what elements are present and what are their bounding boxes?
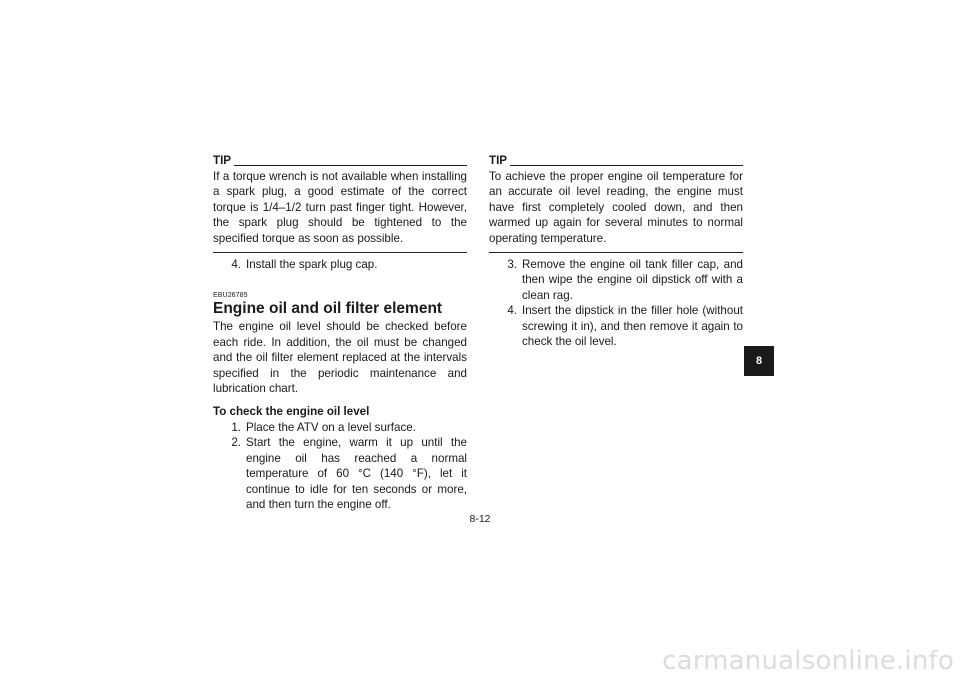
tip-end-rule: [213, 252, 467, 253]
tip-text: To achieve the proper engine oil temperature for an accurate oil level reading, the engine must have first completely cooled down, and then warmed up again for several minutes to normal operating temperature.: [489, 170, 743, 245]
step-number: 2.: [231, 436, 241, 450]
section-title: Engine oil and oil filter element: [213, 300, 443, 318]
tip-header: [489, 155, 743, 167]
step-item: [489, 303, 743, 349]
tip-text: If a torque wrench is not available when installing a spark plug, a good estimate of the correct torque is 1/4–1/2 turn past finger tight. However, the spark plug should be tightened to the specified torque as soon as possible.: [213, 170, 467, 245]
watermark: carmanualsonline.info: [662, 646, 954, 676]
step-item: [213, 435, 467, 512]
step-number: 3.: [507, 258, 517, 272]
page-number: 8-12: [469, 513, 491, 525]
left-column: [213, 155, 467, 512]
tip-rule: [510, 165, 743, 166]
step-text: Insert the dipstick in the filler hole (without screwing it in), and then remove it again to check the oil level.: [522, 304, 743, 349]
tip-rule: [234, 165, 467, 166]
step-text: Place the ATV on a level surface.: [246, 420, 416, 434]
tip-label: TIP: [489, 154, 508, 167]
step-number: 4.: [231, 258, 241, 272]
step-number: 4.: [507, 304, 517, 318]
tip-header: [213, 155, 467, 167]
step-item: [213, 257, 467, 272]
chapter-tab: 8: [744, 346, 774, 376]
step-text: Start the engine, warm it up until the engine oil has reached a normal temperature of 60 °C (140 °F), let it continue to idle for ten seconds or more, and then turn the engine off.: [246, 436, 467, 511]
step-item: [489, 257, 743, 303]
intro-paragraph: The engine oil level should be checked before each ride. In addition, the oil must be changed and the oil filter element replaced at the intervals specified in the periodic maintenance and lubrication chart.: [213, 320, 467, 396]
step-text: Remove the engine oil tank filler cap, and then wipe the engine oil dipstick off with a clean rag.: [522, 258, 743, 302]
subheading: To check the engine oil level: [213, 405, 370, 419]
tip-end-rule: [489, 252, 743, 253]
tip-label: TIP: [213, 154, 232, 167]
step-item: [213, 420, 467, 435]
section-code: EBU26785: [213, 292, 248, 300]
step-text: Install the spark plug cap.: [246, 258, 378, 272]
right-column: [489, 155, 743, 349]
step-number: 1.: [231, 420, 241, 434]
